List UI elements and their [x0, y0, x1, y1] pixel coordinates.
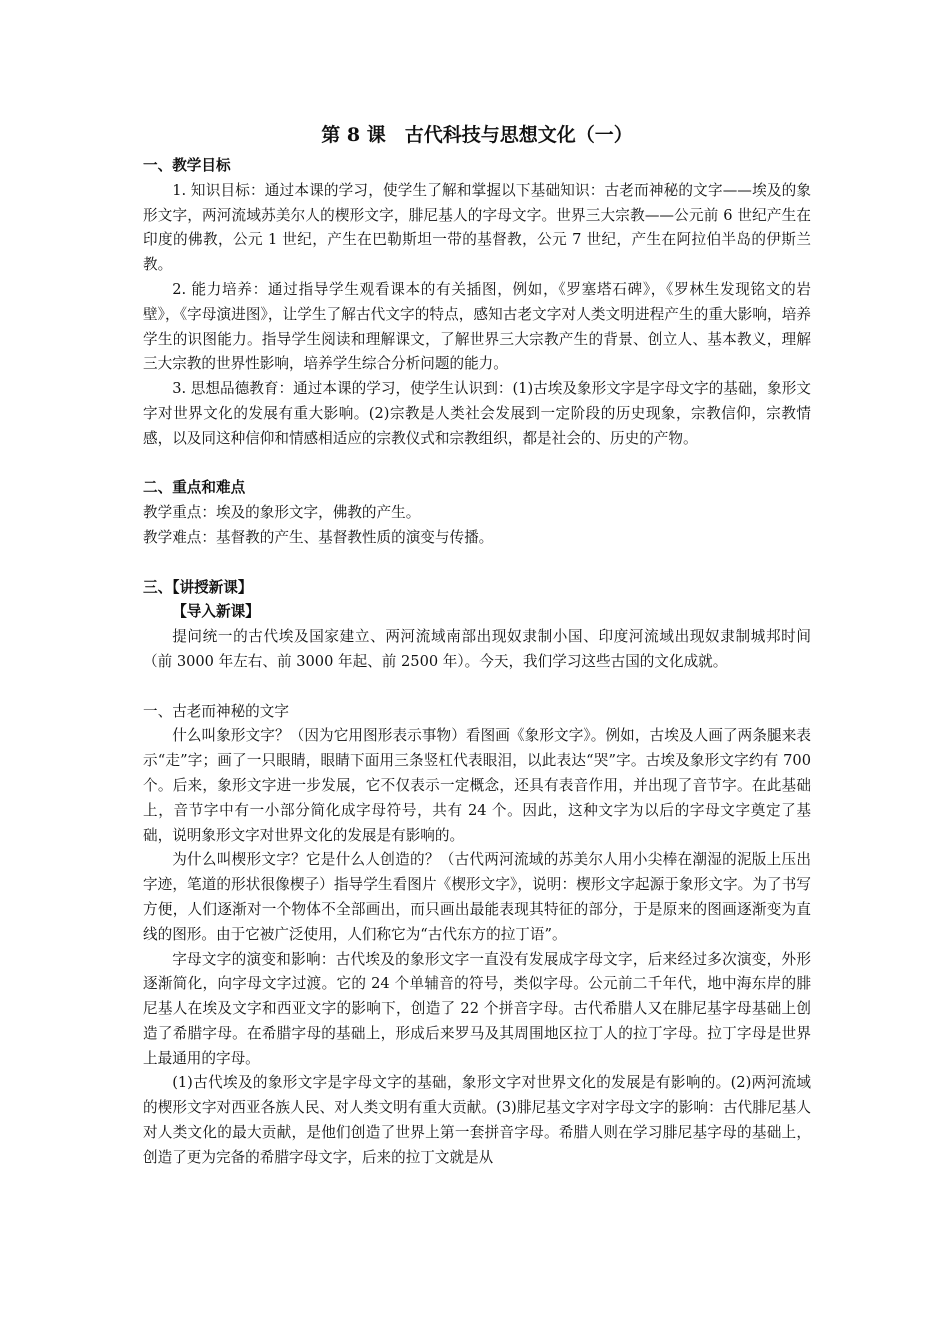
section-heading-key-points: 二、重点和难点 [143, 479, 246, 497]
paragraph-cuneiform: 为什么叫楔形文字？它是什么人创造的？（古代两河流域的苏美尔人用小尖棒在潮湿的泥版上压出字迹，笔道的形状很像楔子）指导学生看图片《楔形文字》，说明：楔形文字起源于象形文字。为了书写方便，人们逐渐对一个物体不全部画出，而只画出最能表现其特征的部分，于是原来的图画逐渐变为直线的图形。由于它被广泛使用，人们称它为“古代东方的拉丁语”。 [143, 851, 811, 943]
paragraph-key-point: 教学重点：埃及的象形文字，佛教的产生。 [143, 504, 421, 522]
paragraph-knowledge-goal: 1. 知识目标：通过本课的学习，使学生了解和掌握以下基础知识：古老而神秘的文字——埃及的象形文字，两河流域苏美尔人的楔形文字，腓尼基人的字母文字。世界三大宗教——公元前 6 世纪产生在印度的佛教，公元 1 世纪，产生在巴勒斯坦一带的基督教，公元 7 世纪，产生在阿拉伯半岛的伊斯兰教。 [143, 181, 811, 274]
spacer [143, 452, 811, 477]
document-page [143, 118, 811, 1171]
page-title: 第 8 课 古代科技与思想文化（一） [321, 124, 633, 146]
paragraph-moral-goal: 3. 思想品德教育：通过本课的学习，使学生认识到：(1)古埃及象形文字是字母文字的基础，象形文字对世界文化的发展有重大影响。(2)宗教是人类社会发展到一定阶段的历史现象，宗教信仰，宗教情感，以及同这种信仰和情感相适应的宗教仪式和宗教组织，都是社会的、历史的产物。 [143, 380, 811, 447]
subheading-introduction: 【导入新课】 [172, 603, 260, 621]
paragraph-alphabet: 字母文字的演变和影响：古代埃及的象形文字一直没有发展成字母文字，后来经过多次演变，外形逐渐简化，向字母文字过渡。它的 24 个单辅音的符号，类似字母。公元前二千年代，地中海东岸的腓尼基人在埃及文字和西亚文字的影响下，创造了 22 个拼音字母。古代希腊人又在腓尼基字母基础上创造了希腊字母。在希腊字母的基础上，形成后来罗马及其周围地区拉丁人的拉丁字母。拉丁字母是世界上最通用的字母。 [143, 950, 811, 1067]
paragraph-difficult-point: 教学难点：基督教的产生、基督教性质的演变与传播。 [143, 528, 494, 546]
paragraph-hieroglyphs: 什么叫象形文字？（因为它用图形表示事物）看图画《象形文字》。例如，古埃及人画了两条腿来表示“走”字；画了一只眼睛，眼睛下面用三条竖杠代表眼泪，以此表达“哭”字。古埃及象形文字约有 700 个。后来，象形文字进一步发展，它不仅表示一定概念，还具有表音作用，并出现了音节字。在此基础上，音节字中有一小部分简化成字母符号，共有 24 个。因此，这种文字为以后的字母文字奠定了基础，说明象形文字对世界文化的发展是有影响的。 [143, 727, 811, 844]
paragraph-ability-goal: 2. 能力培养：通过指导学生观看课本的有关插图，例如，《罗塞塔石碑》，《罗林生发现铭文的岩壁》，《字母演进图》，让学生了解古代文字的特点，感知古老文字对人类文明进程产生的重大影响，培养学生的识图能力。指导学生阅读和理解课文，了解世界三大宗教产生的背景、创立人、基本教义，理解三大宗教的世界性影响，培养学生综合分析问题的能力。 [143, 280, 811, 373]
paragraph-summary: (1)古代埃及的象形文字是字母文字的基础，象形文字对世界文化的发展是有影响的。(2)两河流域的楔形文字对西亚各族人民、对人类文明有重大贡献。(3)腓尼基文字对字母文字的影响：古代腓尼基人对人类文化的最大贡献，是他们创造了世界上第一套拼音字母。希腊人则在学习腓尼基字母的基础上，创造了更为完备的希腊字母文字，后来的拉丁文就是从 [143, 1074, 811, 1166]
spacer [143, 675, 811, 700]
spacer [143, 551, 811, 576]
paragraph-introduction: 提问统一的古代埃及国家建立、两河流域南部出现奴隶制小国、印度河流域出现奴隶制城邦时间（前 3000 年左右、前 3000 年起、前 2500 年）。今天，我们学习这些古国的文化成就。 [143, 628, 811, 670]
section-heading-new-lesson: 三、【讲授新课】 [143, 578, 253, 596]
section-heading-objectives: 一、教学目标 [143, 157, 231, 174]
section-heading-ancient-scripts: 一、古老而神秘的文字 [143, 702, 289, 720]
